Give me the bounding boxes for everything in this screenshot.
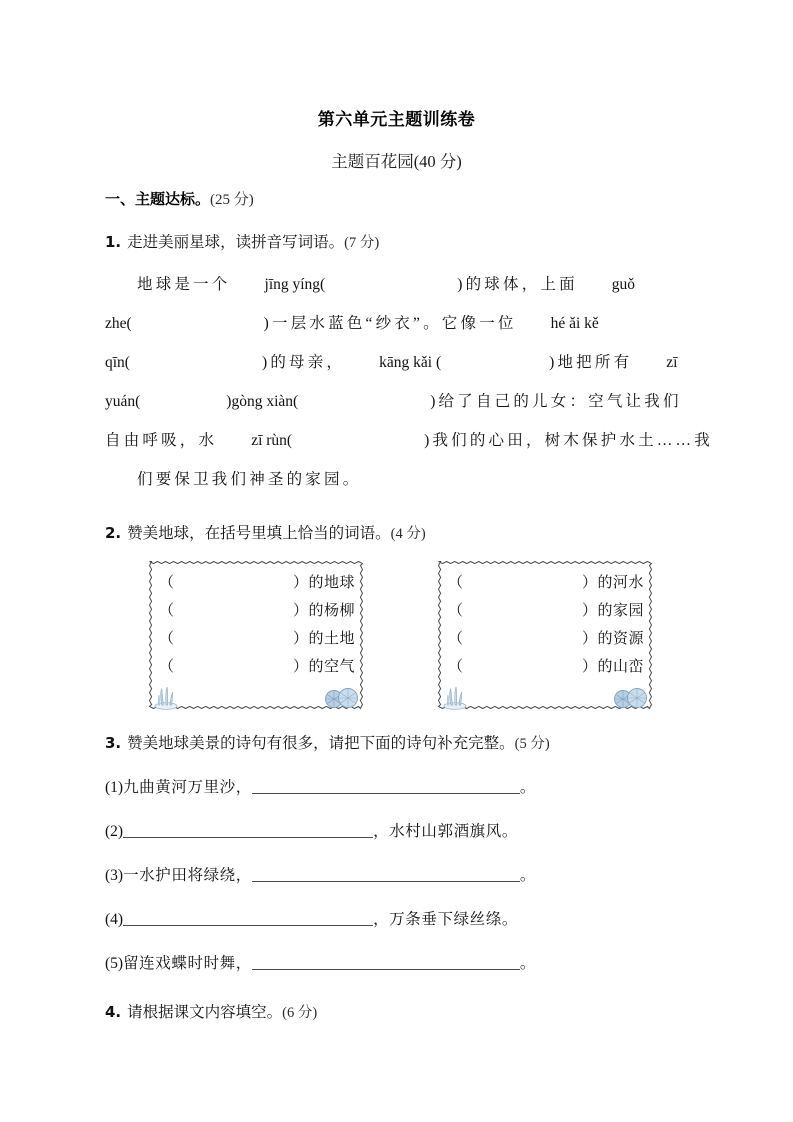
q3-item-5: [105, 951, 536, 973]
q3-item-3-blank[interactable]: [252, 866, 520, 882]
q3-item-5-before: 留连戏蝶时时舞，: [123, 955, 252, 972]
q3-item-3-before: 一水护田将绿绕，: [123, 867, 252, 884]
q1-l1-c: )的球体，上面: [457, 276, 578, 293]
q3-item-2-label: (2): [105, 823, 124, 840]
q1-l6-a: 们要保卫我们神圣的家园。: [137, 471, 362, 488]
question-3-text: 赞美地球美景的诗句有很多，请把下面的诗句补充完整。: [127, 735, 515, 752]
q1-l2-b: )一层水蓝色“纱衣”。它像一位: [263, 315, 517, 332]
word-box-left-row-1[interactable]: [157, 569, 355, 597]
q1-l4-b: )gòng xiàn(: [226, 393, 299, 410]
q1-passage-line-6: [105, 467, 685, 489]
word-box-right: [437, 560, 653, 710]
row-label: ）的山峦: [581, 659, 644, 675]
word-box-right-row-1[interactable]: [446, 569, 644, 597]
word-box-right-row-3[interactable]: [446, 625, 644, 653]
q1-l3-e: zī: [666, 354, 678, 371]
q1-l4-a: yuán(: [105, 393, 141, 410]
word-box-left-row-2[interactable]: [157, 597, 355, 625]
q3-item-3-after: 。: [519, 867, 536, 884]
q3-item-1-label: (1): [105, 779, 124, 796]
q1-l2-a: zhe(: [105, 315, 132, 332]
paren-open: （: [448, 659, 464, 675]
q1-passage-line-1: [105, 272, 685, 294]
row-label: ）的土地: [292, 631, 355, 647]
word-box-right-rows: [446, 569, 644, 684]
q3-item-4-after: ，万条垂下绿丝绦。: [373, 911, 518, 928]
q3-item-1-blank[interactable]: [252, 778, 520, 794]
q3-item-4: [105, 907, 518, 929]
question-1-text: 走进美丽星球，读拼音写词语。: [127, 234, 345, 251]
question-4-number: 4.: [105, 1003, 122, 1021]
coral-icon: [440, 680, 470, 710]
row-label: ）的家园: [581, 603, 644, 619]
paren-open: （: [159, 603, 175, 619]
paren-open: （: [159, 659, 175, 675]
question-2-points: (4 分): [390, 526, 426, 542]
question-2-heading: [105, 521, 426, 543]
q3-item-1-before: 九曲黄河万里沙，: [123, 779, 252, 796]
q3-item-3-label: (3): [105, 867, 124, 884]
paren-open: （: [448, 575, 464, 591]
q3-item-5-after: 。: [519, 955, 536, 972]
section-points: (25 分): [210, 192, 254, 208]
word-box-left-rows: [157, 569, 355, 684]
question-3-number: 3.: [105, 734, 122, 752]
q1-passage-line-5: [105, 428, 713, 450]
q1-l3-a: qīn(: [105, 354, 130, 371]
section-label: 一、主题达标。: [105, 190, 211, 208]
q1-l1-b: jīng yíng(: [264, 276, 326, 293]
paren-open: （: [159, 631, 175, 647]
shell-icon: [320, 683, 362, 709]
question-2-text: 赞美地球，在括号里填上恰当的词语。: [127, 525, 391, 542]
q1-l5-b: zī rùn(: [251, 432, 293, 449]
paren-open: （: [159, 575, 175, 591]
word-box-left: [148, 560, 364, 710]
row-label: ）的河水: [581, 575, 644, 591]
q3-item-1: [105, 775, 536, 797]
q1-l3-b: )的母亲，: [261, 354, 346, 371]
q3-item-2: [105, 819, 518, 841]
row-label: ）的空气: [292, 659, 355, 675]
q1-l1-d: guǒ: [611, 276, 636, 293]
question-4-heading: [105, 1000, 317, 1022]
question-1-number: 1.: [105, 233, 122, 251]
q3-item-5-blank[interactable]: [252, 954, 520, 970]
word-box-left-row-3[interactable]: [157, 625, 355, 653]
q3-item-2-after: ，水村山郭酒旗风。: [373, 823, 518, 840]
question-3-points: (5 分): [514, 736, 550, 752]
q3-item-4-label: (4): [105, 911, 124, 928]
shell-icon: [609, 683, 651, 709]
section-heading: [105, 188, 254, 209]
question-1-points: (7 分): [344, 235, 380, 251]
word-box-right-row-4[interactable]: [446, 653, 644, 681]
q3-item-4-blank[interactable]: [123, 910, 373, 926]
question-3-heading: [105, 731, 550, 753]
q1-l3-d: )地把所有: [549, 354, 633, 371]
word-box-right-row-2[interactable]: [446, 597, 644, 625]
q1-passage-line-3: [105, 350, 685, 372]
row-label: ）的杨柳: [292, 603, 355, 619]
q1-l3-c: kāng kǎi (: [379, 354, 442, 371]
coral-icon: [151, 680, 181, 710]
q1-l1-a: 地球是一个: [137, 276, 231, 293]
q1-l2-c: hé ǎi kě: [550, 315, 599, 332]
row-label: ）的地球: [292, 575, 355, 591]
q1-passage-line-4: [105, 389, 685, 411]
paren-open: （: [448, 631, 464, 647]
word-box-left-row-4[interactable]: [157, 653, 355, 681]
q1-l4-c: )给了自己的儿女：空气让我们: [430, 393, 682, 410]
q3-item-2-blank[interactable]: [123, 822, 373, 838]
page-subtitle: 主题百花园(40 分): [331, 152, 462, 171]
row-label: ）的资源: [581, 631, 644, 647]
page-title: 第六单元主题训练卷: [317, 110, 476, 130]
q3-item-1-after: 。: [519, 779, 536, 796]
q1-l5-a: 自由呼吸，水: [105, 432, 218, 449]
q1-l5-c: )我们的心田，树木保护水土……我: [424, 432, 713, 449]
question-4-text: 请根据课文内容填空。: [127, 1004, 283, 1021]
paren-open: （: [448, 603, 464, 619]
question-4-points: (6 分): [282, 1005, 318, 1021]
q3-item-3: [105, 863, 536, 885]
q1-passage-line-2: [105, 311, 685, 333]
question-2-number: 2.: [105, 524, 122, 542]
q3-item-5-label: (5): [105, 955, 124, 972]
question-1-heading: [105, 230, 379, 252]
